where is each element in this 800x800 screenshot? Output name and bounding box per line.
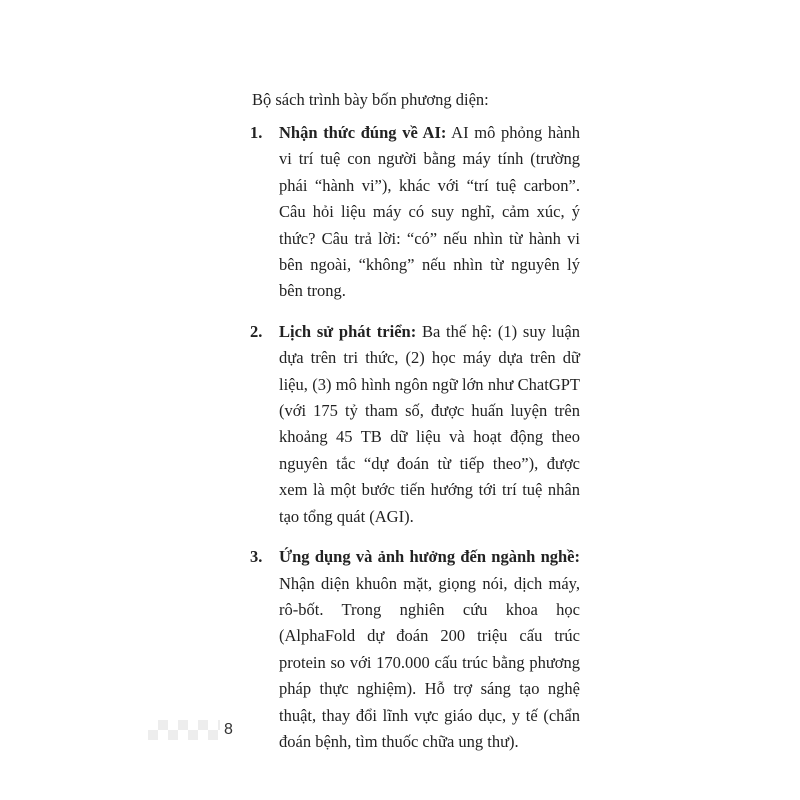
item-number: 1.: [250, 123, 263, 142]
item-text: Nhận diện khuôn mặt, giọng nói, dịch máy, rô-bốt. Trong nghiên cứu khoa học (AlphaFold dự đoán 200 triệu cấu trúc protein so với 170.000 cấu trúc bằng phương pháp thực nghiệm). Hỗ trợ sáng tạo nghệ thuật, thay đổi lĩnh vực giáo dục, y tế (chẩn đoán bệnh, tìm thuốc chữa ung thư).: [279, 573, 580, 751]
list-item: [250, 120, 580, 305]
list-item: [250, 544, 580, 755]
intro-paragraph: Bộ sách trình bày bốn phương diện:: [252, 90, 489, 109]
list-item: [250, 319, 580, 530]
item-text: AI mô phỏng hành vi trí tuệ con người bằng máy tính (trường phái “hành vi”), khác với “trí tuệ carbon”. Câu hỏi liệu máy có suy nghĩ, cảm xúc, ý thức? Câu trả lời: “có” nếu nhìn từ hành vi bên ngoài, “không” nếu nhìn từ nguyên lý bên trong.: [279, 123, 580, 301]
item-title: Ứng dụng và ảnh hưởng đến ngành nghề:: [279, 547, 580, 567]
item-number: 3.: [250, 547, 263, 567]
item-title: Lịch sử phát triển:: [279, 321, 417, 341]
page-number: 8: [224, 721, 233, 738]
item-number: 2.: [250, 321, 263, 341]
checker-pattern-decoration: [148, 720, 220, 740]
item-title: Nhận thức đúng về AI:: [279, 123, 447, 142]
page-footer: [148, 720, 258, 740]
item-text: Ba thế hệ: (1) suy luận dựa trên tri thức, (2) học máy dựa trên dữ liệu, (3) mô hình ngôn ngữ lớn như ChatGPT (với 175 tỷ tham số, được huấn luyện trên khoảng 45 TB dữ liệu và hoạt động theo nguyên tắc “dự đoán từ tiếp theo”), được xem là một bước tiến hướng tới trí tuệ nhân tạo tổng quát (AGI).: [279, 321, 580, 526]
aspect-list: [250, 120, 580, 769]
